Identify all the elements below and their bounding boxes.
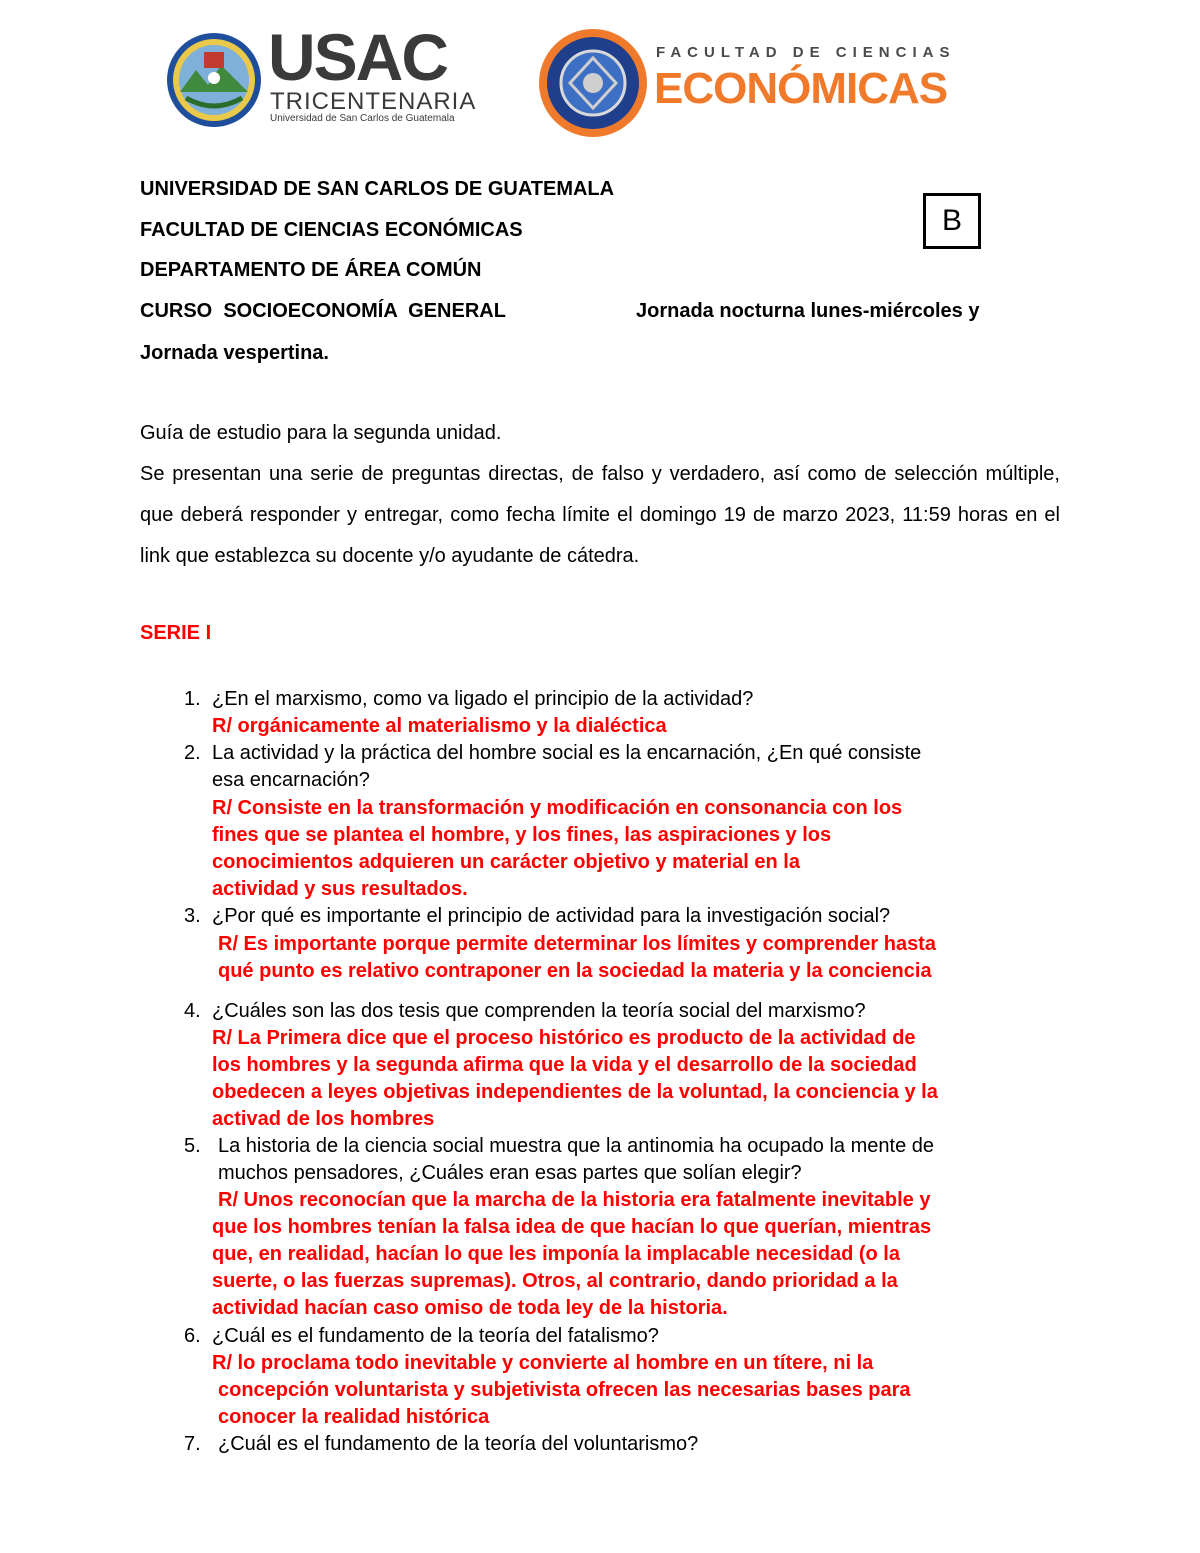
usac-caption: Universidad de San Carlos de Guatemala (270, 113, 455, 124)
answer-text: actividad y sus resultados. (212, 878, 468, 900)
answer-text: que los hombres tenían la falsa idea de que hacían lo que querían, mientras (212, 1216, 932, 1238)
usac-logo (166, 20, 477, 130)
answer-text: suerte, o las fuerzas supremas). Otros, al contrario, dando prioridad a la (212, 1270, 898, 1292)
answer-text: R/ lo proclama todo inevitable y convierte al hombre en un títere, ni la (212, 1352, 874, 1374)
answer-text: que, en realidad, hacían lo que les imponía la implacable necesidad (o la (212, 1243, 900, 1265)
faculty-name: FACULTAD DE CIENCIAS ECONÓMICAS (140, 219, 523, 241)
answer-text: concepción voluntarista y subjetivista ofrecen las necesarias bases para (218, 1379, 911, 1401)
answer-text: conocimientos adquieren un carácter objetivo y material en la (212, 851, 800, 873)
question-number: 7. (184, 1433, 201, 1455)
answer-text: R/ Unos reconocían que la marcha de la historia era fatalmente inevitable y (218, 1189, 931, 1211)
question-text: esa encarnación? (212, 769, 370, 791)
schedule-line-2: Jornada vespertina. (140, 342, 329, 364)
question-text: ¿Cuál es el fundamento de la teoría del voluntarismo? (218, 1433, 699, 1455)
answer-text: R/ La Primera dice que el proceso histórico es producto de la actividad de (212, 1027, 916, 1049)
question-number: 2. (184, 742, 201, 764)
fce-logo-main: ECONÓMICAS (654, 64, 948, 113)
university-name: UNIVERSIDAD DE SAN CARLOS DE GUATEMALA (140, 178, 615, 200)
question-text: ¿Cuál es el fundamento de la teoría del fatalismo? (212, 1325, 659, 1347)
answer-text: conocer la realidad histórica (218, 1406, 490, 1428)
version-badge: B (923, 193, 981, 249)
usac-seal-icon (166, 30, 266, 130)
department-name: DEPARTAMENTO DE ÁREA COMÚN (140, 259, 482, 281)
guide-title: Guía de estudio para la segunda unidad. (140, 422, 502, 444)
serie-heading: SERIE I (140, 622, 212, 644)
answer-text: R/ orgánicamente al materialismo y la dialéctica (212, 715, 667, 737)
question-text: ¿En el marxismo, como va ligado el principio de la actividad? (212, 688, 754, 710)
question-number: 5. (184, 1135, 201, 1157)
instructions: Se presentan una serie de preguntas directas, de falso y verdadero, así como de selección múltiple, que deberá responder y entregar, como fecha límite el domingo 19 de marzo 2023, 11:59 horas en el link que establezca su docente y/o ayudante de cátedra. (140, 463, 1060, 567)
fce-logo (538, 28, 956, 138)
usac-subtitle: TRICENTENARIA (270, 88, 477, 115)
question-number: 4. (184, 1000, 201, 1022)
answer-text: activad de los hombres (212, 1108, 435, 1130)
question-number: 3. (184, 905, 201, 927)
answer-text: fines que se plantea el hombre, y los fines, las aspiraciones y los (212, 824, 832, 846)
answer-text: qué punto es relativo contraponer en la sociedad la materia y la conciencia (218, 960, 932, 982)
question-number: 1. (184, 688, 201, 710)
course-name: CURSO SOCIOECONOMÍA GENERAL (140, 300, 506, 322)
answer-text: obedecen a leyes objetivas independientes de la voluntad, la conciencia y la (212, 1081, 938, 1103)
fce-logo-top: FACULTAD DE CIENCIAS (656, 44, 956, 61)
question-number: 6. (184, 1325, 201, 1347)
answer-text: los hombres y la segunda afirma que la vida y el desarrollo de la sociedad (212, 1054, 917, 1076)
answer-text: R/ Es importante porque permite determinar los límites y comprender hasta (218, 933, 936, 955)
schedule: Jornada nocturna lunes-miércoles y (636, 300, 980, 322)
usac-wordmark: USAC (268, 20, 448, 94)
question-text: muchos pensadores, ¿Cuáles eran esas partes que solían elegir? (218, 1162, 802, 1184)
question-text: La actividad y la práctica del hombre social es la encarnación, ¿En qué consiste (212, 742, 922, 764)
answer-text: R/ Consiste en la transformación y modificación en consonancia con los (212, 797, 903, 819)
fce-seal-icon (538, 28, 648, 138)
question-text: La historia de la ciencia social muestra que la antinomia ha ocupado la mente de (218, 1135, 934, 1157)
question-text: ¿Cuáles son las dos tesis que comprenden la teoría social del marxismo? (212, 1000, 866, 1022)
question-text: ¿Por qué es importante el principio de actividad para la investigación social? (212, 905, 891, 927)
answer-text: actividad hacían caso omiso de toda ley de la historia. (212, 1297, 728, 1319)
